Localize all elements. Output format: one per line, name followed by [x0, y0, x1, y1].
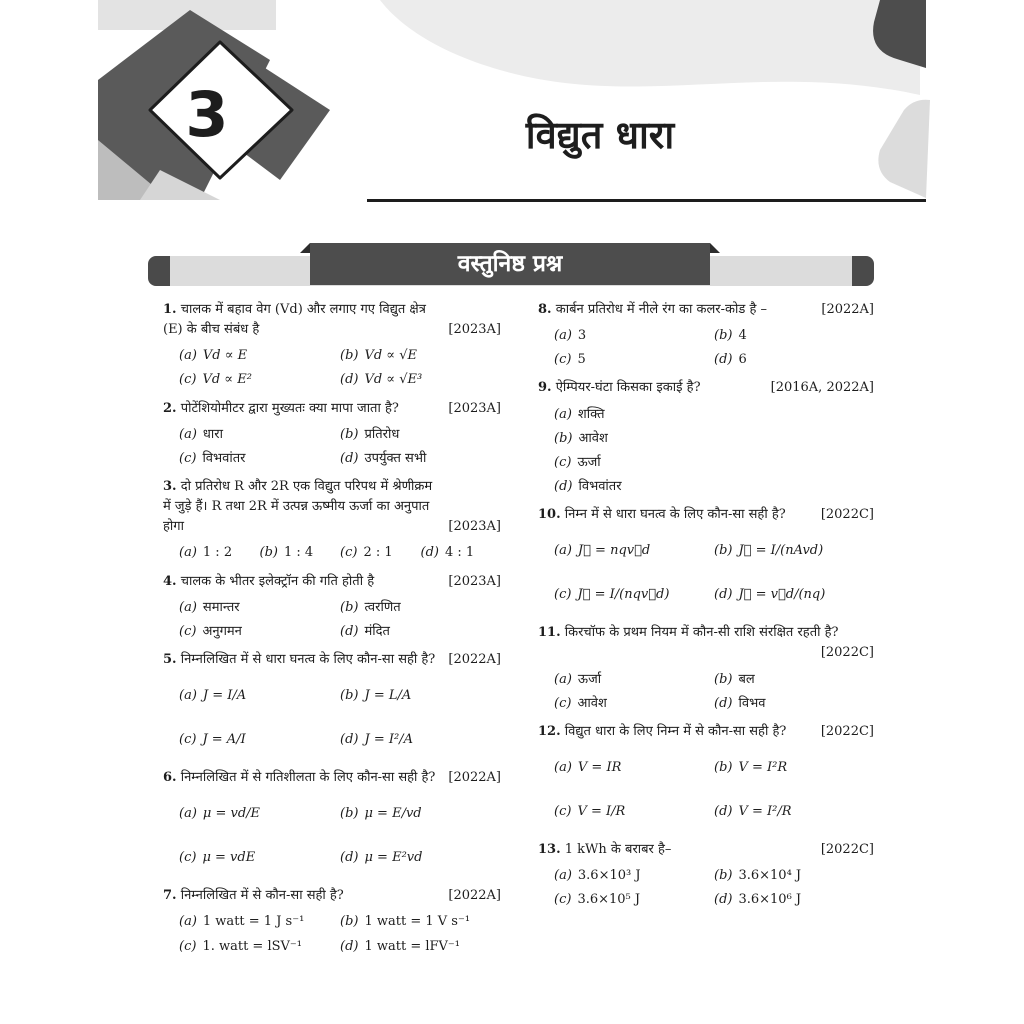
option	[340, 622, 501, 642]
option-tag: (b)	[340, 914, 359, 930]
option-tag: (b)	[340, 599, 359, 615]
question-year: [2022A]	[448, 651, 501, 667]
option-tag: (a)	[554, 671, 572, 687]
option-text: Vd ∝ √E³	[364, 372, 423, 388]
option-tag: (c)	[179, 450, 197, 466]
options-11	[538, 668, 874, 716]
option-tag: (d)	[714, 587, 733, 603]
option-text: 3.6×10⁵ J	[577, 892, 641, 908]
option-text: 3	[577, 328, 587, 344]
question-text: निम्न में से धारा घनत्व के लिए कौन-सा सही है?	[564, 507, 786, 523]
option-text: विभवांतर	[202, 450, 246, 466]
option	[554, 575, 714, 615]
question-number: 7.	[163, 888, 177, 904]
option	[554, 326, 714, 346]
question-number: 3.	[163, 478, 177, 494]
option-text: त्वरणित	[364, 599, 401, 615]
question-text: किरचॉफ के प्रथम नियम में कौन-सी राशि संरक्षित रहती है?	[564, 625, 839, 641]
question-text: विद्युत धारा के लिए निम्न में से कौन-सा सही है?	[564, 723, 787, 739]
option	[179, 720, 340, 760]
option-tag: (c)	[554, 587, 572, 603]
option-text: J⃗ = v⃗d/(nq)	[738, 587, 826, 603]
option-text: J⃗ = I/(nAvd)	[738, 543, 824, 559]
option-tag: (b)	[340, 688, 359, 704]
option-text: J = I²/A	[364, 732, 413, 748]
option-tag: (d)	[340, 732, 359, 748]
option-tag: (d)	[340, 623, 359, 639]
option	[179, 794, 340, 834]
option-tag: (c)	[340, 545, 358, 561]
option	[179, 937, 340, 957]
question-year: [2022C]	[820, 507, 874, 523]
option-tag: (c)	[179, 938, 197, 954]
option-tag: (b)	[554, 430, 573, 446]
option-text: J = L/A	[364, 688, 412, 704]
option	[179, 912, 340, 932]
option	[554, 531, 714, 571]
option	[179, 543, 260, 563]
question-year: [2023A]	[448, 519, 501, 535]
left-column	[163, 300, 501, 965]
question-number: 1.	[163, 302, 177, 317]
option-text: 1 : 4	[283, 545, 314, 561]
option-tag: (d)	[554, 478, 573, 494]
option-tag: (c)	[554, 454, 572, 470]
option-text: 1 watt = lFV⁻¹	[364, 938, 460, 954]
question-13	[538, 840, 874, 860]
option-tag: (c)	[554, 892, 572, 908]
question-number: 10.	[538, 507, 561, 523]
option	[340, 676, 501, 716]
option	[179, 346, 340, 366]
question-text: कार्बन प्रतिरोध में नीले रंग का कलर-कोड है –	[555, 302, 767, 317]
option-tag: (c)	[179, 623, 197, 639]
question-2	[163, 399, 501, 419]
option-text: μ = vdE	[202, 850, 256, 866]
question-7	[163, 886, 501, 906]
option	[554, 670, 714, 690]
option-tag: (c)	[179, 372, 197, 388]
question-number: 11.	[538, 625, 561, 641]
question-11	[538, 623, 874, 663]
question-year: [2022A]	[448, 770, 501, 786]
option	[340, 720, 501, 760]
option	[714, 670, 874, 690]
question-year: [2022A]	[448, 888, 501, 904]
option-text: आवेश	[577, 695, 607, 711]
question-year: [2022C]	[820, 645, 874, 661]
question-number: 4.	[163, 573, 177, 589]
options-6	[163, 792, 501, 880]
question-text: निम्नलिखित में से धारा घनत्व के लिए कौन-सा सही है?	[180, 651, 436, 667]
option-text: μ = vd/E	[202, 806, 261, 822]
option-tag: (a)	[554, 868, 572, 884]
option	[179, 449, 340, 469]
question-text: ऐम्पियर-घंटा किसका इकाई है?	[555, 380, 701, 396]
question-text: निम्नलिखित में से गतिशीलता के लिए कौन-सा सही है?	[180, 770, 436, 786]
chapter-title: विद्युत धारा	[525, 113, 675, 157]
option-tag: (d)	[714, 803, 733, 819]
option	[554, 890, 714, 910]
right-column	[538, 300, 874, 918]
option-tag: (b)	[714, 671, 733, 687]
option	[714, 694, 874, 714]
option-text: μ = E²vd	[364, 850, 423, 866]
question-text: निम्नलिखित में से कौन-सा सही है?	[180, 888, 344, 904]
option-tag: (a)	[179, 426, 197, 442]
option-text: Vd ∝ √E	[364, 348, 418, 364]
options-2	[163, 423, 501, 471]
option-text: 5	[577, 352, 586, 368]
section-banner-right-cap	[852, 256, 874, 286]
option-tag: (a)	[554, 543, 572, 559]
option-text: V = I/R	[577, 803, 626, 819]
option-tag: (d)	[340, 938, 359, 954]
option-tag: (c)	[554, 695, 572, 711]
options-5	[163, 674, 501, 762]
option	[714, 866, 874, 886]
option-text: धारा	[202, 426, 223, 442]
question-year: [2023A]	[448, 573, 501, 589]
option-tag: (d)	[420, 545, 439, 561]
option-text: Vd ∝ E²	[202, 372, 252, 388]
options-13	[538, 864, 874, 912]
question-6	[163, 768, 501, 788]
option-text: 1. watt = lSV⁻¹	[202, 938, 302, 954]
option-text: आवेश	[578, 430, 608, 446]
options-1	[163, 344, 501, 392]
option-text: 2 : 1	[363, 545, 393, 561]
option	[554, 866, 714, 886]
question-number: 13.	[538, 841, 561, 857]
option-tag: (a)	[554, 406, 572, 422]
option-text: ऊर्जा	[577, 454, 601, 470]
option	[179, 598, 340, 618]
question-year: [2022C]	[820, 723, 874, 739]
option-tag: (b)	[714, 868, 733, 884]
section-banner-left-cap	[148, 256, 170, 286]
option-text: विभवांतर	[578, 478, 622, 494]
question-1	[163, 300, 501, 340]
options-9	[538, 403, 874, 500]
option-text: प्रतिरोध	[364, 426, 400, 442]
option-text: उपर्युक्त सभी	[364, 450, 427, 466]
question-10	[538, 505, 874, 525]
question-number: 6.	[163, 770, 177, 786]
option	[340, 449, 501, 469]
option	[714, 531, 874, 571]
question-text: चालक के भीतर इलेक्ट्रॉन की गति होती है	[180, 573, 375, 589]
option-tag: (c)	[179, 732, 197, 748]
option-tag: (b)	[340, 426, 359, 442]
option	[179, 622, 340, 642]
option-tag: (a)	[554, 759, 572, 775]
option-text: J⃗ = I/(nqv⃗d)	[577, 587, 670, 603]
option-tag: (d)	[714, 695, 733, 711]
option-text: 1 : 2	[202, 545, 233, 561]
question-year: [2022C]	[820, 841, 874, 857]
options-7	[163, 910, 501, 958]
option-text: समान्तर	[202, 599, 240, 615]
option	[340, 346, 501, 366]
question-9	[538, 378, 874, 398]
option	[340, 838, 501, 878]
option-tag: (a)	[179, 348, 197, 364]
option	[340, 425, 501, 445]
option-text: V = I²R	[738, 759, 788, 775]
option	[714, 575, 874, 615]
option-text: मंदित	[364, 623, 390, 639]
options-4	[163, 596, 501, 644]
option-tag: (c)	[554, 352, 572, 368]
option-text: Vd ∝ E	[202, 348, 248, 364]
option-tag: (a)	[179, 599, 197, 615]
option-tag: (d)	[340, 850, 359, 866]
option	[179, 425, 340, 445]
option-text: 4 : 1	[444, 545, 475, 561]
option-text: ऊर्जा	[577, 671, 602, 687]
question-year: [2023A]	[448, 400, 501, 416]
option-tag: (b)	[340, 348, 359, 364]
option-tag: (c)	[554, 803, 572, 819]
option	[340, 598, 501, 618]
option-tag: (b)	[714, 759, 733, 775]
option-text: J⃗ = nqv⃗d	[577, 543, 651, 559]
question-text: 1 kWh के बराबर है–	[564, 841, 672, 857]
options-8	[538, 324, 874, 372]
question-number: 8.	[538, 302, 552, 317]
option-text: 1 watt = 1 V s⁻¹	[364, 914, 471, 930]
option-tag: (b)	[340, 806, 359, 822]
question-year: [2022A]	[821, 302, 874, 317]
option-text: शक्ति	[577, 406, 605, 422]
question-5	[163, 650, 501, 670]
section-heading: वस्तुनिष्ठ प्रश्न	[457, 251, 563, 277]
option-tag: (c)	[179, 850, 197, 866]
option	[340, 543, 421, 563]
option	[554, 429, 874, 449]
option-text: J = A/I	[202, 732, 246, 748]
section-banner	[310, 243, 710, 285]
option-tag: (a)	[554, 328, 572, 344]
title-underline	[367, 199, 926, 202]
chapter-number: 3	[185, 78, 229, 151]
option	[554, 453, 874, 473]
option-text: V = IR	[577, 759, 622, 775]
options-12	[538, 746, 874, 834]
question-year: [2023A]	[448, 322, 501, 338]
option	[714, 890, 874, 910]
option-tag: (d)	[340, 450, 359, 466]
option	[554, 405, 874, 425]
option	[554, 350, 714, 370]
option-tag: (d)	[714, 892, 733, 908]
option-text: J = I/A	[202, 688, 247, 704]
option	[714, 748, 874, 788]
option-text: बल	[738, 671, 755, 687]
option	[340, 794, 501, 834]
question-4	[163, 572, 501, 592]
option	[179, 838, 340, 878]
options-10	[538, 529, 874, 617]
question-text: पोटेंशियोमीटर द्वारा मुख्यतः क्या मापा जाता है?	[180, 400, 399, 416]
option-tag: (a)	[179, 545, 197, 561]
option-tag: (a)	[179, 688, 197, 704]
question-number: 12.	[538, 723, 561, 739]
question-number: 9.	[538, 380, 552, 396]
option	[714, 326, 874, 346]
option	[554, 477, 874, 497]
option-text: 3.6×10⁶ J	[738, 892, 802, 908]
option	[340, 912, 501, 932]
options-3	[163, 541, 501, 565]
option	[554, 792, 714, 832]
option	[714, 350, 874, 370]
option	[554, 748, 714, 788]
option-text: μ = E/vd	[364, 806, 422, 822]
question-number: 5.	[163, 651, 177, 667]
option-tag: (d)	[340, 372, 359, 388]
option	[340, 937, 501, 957]
option-tag: (b)	[714, 543, 733, 559]
question-year: [2016A, 2022A]	[770, 380, 874, 396]
question-number: 2.	[163, 400, 177, 416]
option-text: 4	[738, 328, 747, 344]
option-text: विभव	[738, 695, 766, 711]
option	[714, 792, 874, 832]
question-3	[163, 477, 501, 537]
option-text: V = I²/R	[738, 803, 792, 819]
option-text: 1 watt = 1 J s⁻¹	[202, 914, 305, 930]
option	[179, 676, 340, 716]
option-text: 3.6×10³ J	[577, 868, 641, 884]
option	[179, 370, 340, 390]
question-12	[538, 722, 874, 742]
option-text: 6	[738, 352, 747, 368]
option	[260, 543, 341, 563]
option	[421, 543, 502, 563]
question-text: चालक में बहाव वेग (Vd) और लगाए गए विद्युत क्षेत्र (E) के बीच संबंध है	[163, 302, 426, 338]
option-text: 3.6×10⁴ J	[738, 868, 802, 884]
option	[340, 370, 501, 390]
option-tag: (d)	[714, 352, 733, 368]
option-tag: (a)	[179, 806, 197, 822]
question-8	[538, 300, 874, 320]
option-tag: (b)	[714, 328, 733, 344]
option-tag: (a)	[179, 914, 197, 930]
question-text: दो प्रतिरोध R और 2R एक विद्युत परिपथ में श्रेणीक्रम में जुड़े हैं। R तथा 2R में उत्पन्न ऊष्मीय ऊर्जा का अनुपात होगा	[163, 478, 433, 535]
option-tag: (b)	[259, 545, 278, 561]
option-text: अनुगमन	[202, 623, 242, 639]
option	[554, 694, 714, 714]
